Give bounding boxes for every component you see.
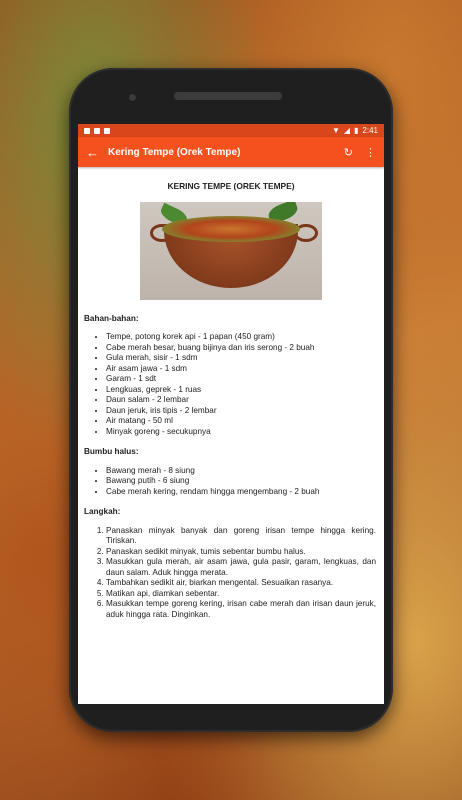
tempe-dish: [162, 216, 300, 242]
shield-icon: [94, 128, 100, 134]
list-item: • Garam - 1 sdt: [106, 374, 378, 385]
list-item: • Cabe merah besar, buang bijinya dan iris serong - 2 buah: [106, 343, 378, 354]
status-bar: [78, 124, 384, 137]
list-item: • Bawang merah - 8 siung: [106, 466, 378, 477]
refresh-icon[interactable]: ↻: [343, 146, 353, 159]
list-item: 3. Masukkan gula merah, air asam jawa, gula pasir, garam, lengkuas, dan daun salam. Aduk hingga merata.: [106, 557, 378, 578]
section-title-bumbu: Bumbu halus:: [84, 447, 139, 456]
recipe-photo: [140, 202, 322, 300]
status-time: 2:41: [362, 126, 378, 135]
phone-frame: [69, 68, 393, 732]
spice-list: [84, 466, 378, 498]
list-item: • Gula merah, sisir - 1 sdm: [106, 353, 378, 364]
list-item: 6. Masukkan tempe goreng kering, irisan cabe merah dan irisan daun jeruk, aduk hingga rata. Dinginkan.: [106, 599, 378, 620]
list-item: 1. Panaskan minyak banyak dan goreng irisan tempe hingga kering. Tiriskan.: [106, 526, 378, 547]
ingredient-list: [84, 332, 378, 437]
list-item: • Cabe merah kering, rendam hingga mengembang - 2 buah: [106, 487, 378, 498]
download-icon: [104, 128, 110, 134]
section-title-langkah: Langkah:: [84, 507, 121, 516]
toolbar-title: Kering Tempe (Orek Tempe): [108, 146, 241, 158]
wifi-icon: ▼: [331, 126, 340, 135]
list-item: 5. Matikan api, diamkan sebentar.: [106, 589, 378, 600]
signal-icon: ◢: [343, 126, 351, 135]
earpiece-speaker: [174, 92, 282, 100]
more-vert-icon[interactable]: ⋮: [365, 146, 376, 159]
list-item: 2. Panaskan sedikit minyak, tumis sebentar bumbu halus.: [106, 547, 378, 558]
app-toolbar: [78, 137, 384, 167]
list-item: • Bawang putih - 6 siung: [106, 476, 378, 487]
list-item: • Minyak goreng - secukupnya: [106, 427, 378, 438]
list-item: 4. Tambahkan sedikit air, biarkan mengental. Sesuaikan rasanya.: [106, 578, 378, 589]
front-camera: [129, 94, 136, 101]
list-item: • Air asam jawa - 1 sdm: [106, 364, 378, 375]
list-item: • Daun salam - 2 lembar: [106, 395, 378, 406]
battery-icon: ▮: [354, 126, 359, 135]
steps-list: [84, 526, 378, 621]
app-screen: [78, 124, 384, 704]
list-item: • Air matang - 50 ml: [106, 416, 378, 427]
recipe-heading: KERING TEMPE (OREK TEMPE): [167, 181, 295, 191]
back-arrow-icon[interactable]: ←: [86, 144, 99, 160]
section-title-bahan: Bahan-bahan:: [84, 313, 139, 323]
list-item: • Daun jeruk, iris tipis - 2 lembar: [106, 406, 378, 417]
recipe-content[interactable]: [78, 167, 384, 620]
list-item: • Tempe, potong korek api - 1 papan (450 gram): [106, 332, 378, 343]
list-item: • Lengkuas, geprek - 1 ruas: [106, 385, 378, 396]
notification-icon: [84, 128, 90, 134]
